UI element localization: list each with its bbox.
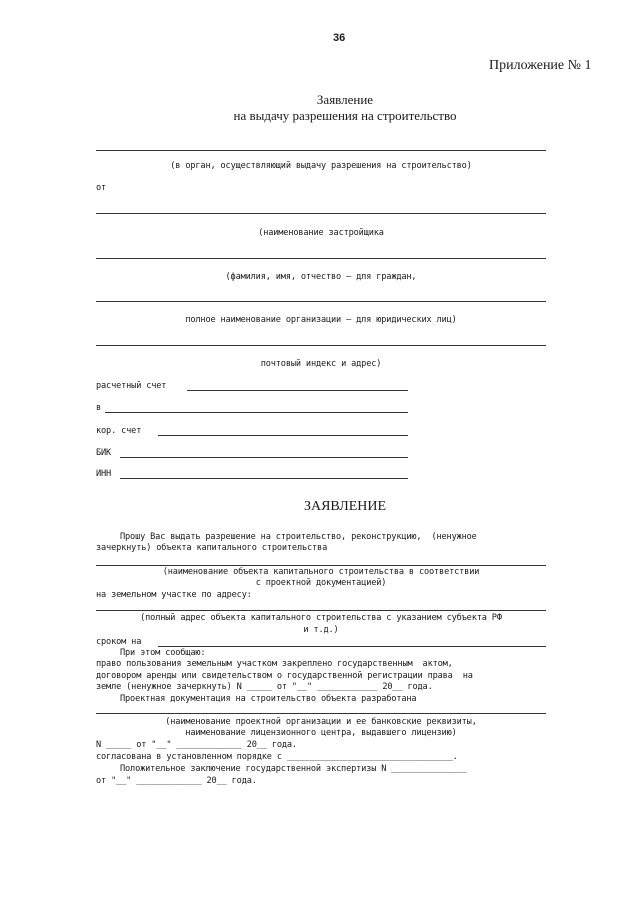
project-line: Проектная документация на строительство объекта разработана (120, 694, 417, 704)
right-line-2: договором аренды или свидетельством о государственной регистрации права на (96, 671, 473, 681)
account-line (187, 390, 408, 391)
bank-in-line (105, 412, 408, 413)
full-address-caption-1: (полный адрес объекта капитального строительства с указанием субъекта РФ (140, 613, 502, 623)
request-line-1: Прошу Вас выдать разрешение на строительство, реконструкцию, (ненужное (120, 532, 477, 542)
agreed-line: согласована в установленном порядке с _________________________________. (96, 752, 458, 762)
address-caption: почтовый индекс и адрес) (260, 359, 382, 369)
term-line (158, 646, 546, 647)
citizen-line (96, 258, 546, 259)
full-address-line (96, 610, 546, 611)
appendix-label: Приложение № 1 (489, 58, 592, 73)
corr-account-line (158, 435, 408, 436)
section-title: ЗАЯВЛЕНИЕ (303, 499, 387, 514)
from-label: от (96, 183, 107, 193)
account-label: расчетный счет (96, 381, 167, 391)
right-line-1: право пользования земельным участком закреплено государственным актом, (96, 659, 453, 669)
developer-caption: (наименование застройщика (258, 228, 384, 238)
organ-caption: (в орган, осуществляющий выдачу разрешения на строительство) (170, 161, 472, 171)
bik-label: БИК (96, 448, 112, 458)
expertise-line: Положительное заключение государственной экспертизы N _______________ (120, 764, 467, 774)
object-line (96, 565, 546, 566)
organization-line (96, 301, 546, 302)
organ-line (96, 150, 546, 151)
bik-line (120, 457, 408, 458)
corr-account-label: кор. счет (96, 426, 142, 436)
organization-caption: полное наименование организации – для юридических лиц) (185, 315, 457, 325)
document-title: Заявление (316, 92, 374, 107)
object-caption-2: с проектной документацией) (255, 578, 387, 588)
project-org-line (96, 713, 546, 714)
bank-in-label: в (96, 403, 102, 413)
page-number: 36 (333, 32, 346, 44)
object-caption-1: (наименование объекта капитального строительства в соответствии (162, 567, 480, 577)
address-line (96, 345, 546, 346)
request-line-2: зачеркнуть) объекта капитального строительства (96, 543, 328, 553)
right-line-3: земле (ненужное зачеркнуть) N _____ от "__" ____________ 20__ года. (96, 682, 433, 692)
developer-line (96, 213, 546, 214)
project-caption-1: (наименование проектной организации и ее банковские реквизиты, (165, 717, 477, 727)
inn-line (120, 478, 408, 479)
term-label: сроком на (96, 637, 142, 647)
license-line: N _____ от "__" _____________ 20__ года. (96, 740, 297, 750)
document-subtitle: на выдачу разрешения на строительство (233, 108, 457, 123)
citizen-caption: (фамилия, имя, отчество – для граждан, (225, 272, 417, 282)
full-address-caption-2: и т.д.) (303, 625, 339, 635)
project-caption-2: наименование лицензионного центра, выдавшего лицензию) (185, 728, 457, 738)
plot-label: на земельном участке по адресу: (96, 590, 252, 600)
expertise-date-line: от "__" _____________ 20__ года. (96, 776, 257, 786)
inform-label: При этом сообщаю: (120, 648, 206, 658)
inn-label: ИНН (96, 469, 112, 479)
